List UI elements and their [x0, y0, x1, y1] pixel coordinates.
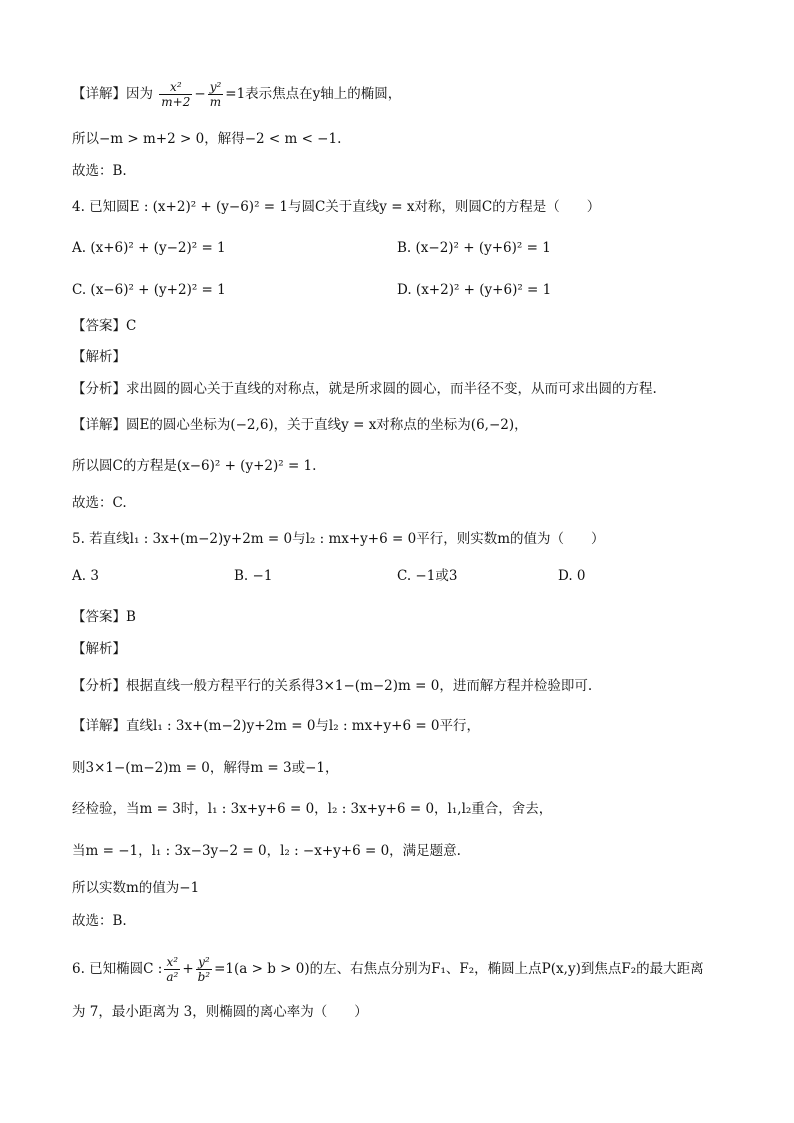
q5-option-c: C. −1或3 — [397, 568, 458, 584]
q4-fenxi: 【分析】求出圆的圆心关于直线的对称点，就是所求圆的圆心，而半径不变，从而可求出圆的方程. — [72, 381, 657, 397]
q4-answer: 【答案】C — [72, 318, 137, 334]
q5-option-d: D. 0 — [558, 568, 586, 584]
q6-stem-text-end: =1(a > b > 0)的左、右焦点分别为F₁、F₂，椭圆上点P(x,y)到焦点F₂的最大距离 — [214, 961, 704, 977]
q4-analysis-heading: 【解析】 — [72, 349, 126, 365]
detail-text: 因为 — [126, 86, 153, 102]
fraction-x2-over-a2: $\frac{\text{x²}}{\text{a²}}$ — [166, 955, 179, 984]
q4-equation-line: 所以圆C的方程是(x−6)² + (y+2)² = 1. — [72, 458, 317, 474]
q5-fenxi: 【分析】根据直线一般方程平行的关系得3×1−(m−2)m = 0，进而解方程并检验即可. — [72, 678, 593, 694]
fraction-y2-over-b2: $\frac{\text{y²}}{\text{b²}}$ — [197, 955, 211, 984]
q5-analysis-heading: 【解析】 — [72, 641, 126, 657]
q6-stem-text: 6. 已知椭圆C : — [72, 961, 163, 977]
q4-xiangjie: 【详解】圆E的圆心坐标为(−2,6)，关于直线y = x对称点的坐标为(6,−2)， — [72, 417, 528, 433]
q5-xiangjie: 【详解】直线l₁ : 3x+(m−2)y+2m = 0与l₂ : mx+y+6 = 0平行， — [72, 718, 481, 734]
q5-option-a: A. 3 — [72, 568, 99, 584]
q6-stem-line-2: 为 7，最小距离为 3，则椭圆的离心率为（ ） — [72, 1004, 368, 1020]
q3-detail-line: 【详解】因为 $\frac{\text{x²}}{m+2}$ − $\frac{\text{y²}}{m}$ =1表示焦点在y轴上的椭圆， — [72, 80, 402, 109]
q4-option-a: A. (x+6)² + (y−2)² = 1 — [72, 240, 226, 256]
q6-stem-line-1: 6. 已知椭圆C : $\frac{\text{x²}}{\text{a²}}$ + $\frac{\text{y²}}{\text{b²}}$ =1(a > b > 0)的左、右焦点分别为F₁、F₂，椭圆上点P(x,y)到焦点F₂的最大距离 — [72, 955, 704, 984]
q5-detail-line-2: 经检验，当m = 3时，l₁ : 3x+y+6 = 0，l₂ : 3x+y+6 = 0，l₁,l₂重合，舍去， — [72, 801, 553, 817]
detail-tag: 【详解】 — [72, 86, 126, 102]
q5-detail-line-1: 则3×1−(m−2)m = 0，解得m = 3或−1， — [72, 760, 339, 776]
fraction-y2-over-m: $\frac{\text{y²}}{m}$ — [209, 80, 222, 109]
q4-choose-line: 故选：C. — [72, 495, 127, 511]
q4-stem: 4. 已知圆E : (x+2)² + (y−6)² = 1与圆C关于直线y = x对称，则圆C的方程是（ ） — [72, 199, 601, 215]
q5-choose-line: 故选：B. — [72, 913, 127, 929]
fraction-x2-over-m-plus-2: $\frac{\text{x²}}{m+2}$ — [161, 80, 191, 109]
q4-option-c: C. (x−6)² + (y+2)² = 1 — [72, 282, 226, 298]
q4-option-d: D. (x+2)² + (y+6)² = 1 — [397, 282, 552, 298]
q3-detail-line-2: 所以−m > m+2 > 0，解得−2 < m < −1. — [72, 131, 342, 147]
q5-option-b: B. −1 — [234, 568, 273, 584]
q3-choose-line: 故选：B. — [72, 163, 127, 179]
detail-text-end: =1表示焦点在y轴上的椭圆， — [225, 86, 402, 102]
q5-detail-line-4: 所以实数m的值为−1 — [72, 880, 200, 896]
q5-answer: 【答案】B — [72, 609, 136, 625]
q4-option-b: B. (x−2)² + (y+6)² = 1 — [397, 240, 551, 256]
q5-detail-line-3: 当m = −1，l₁ : 3x−3y−2 = 0，l₂ : −x+y+6 = 0，满足题意. — [72, 843, 461, 859]
q5-stem: 5. 若直线l₁ : 3x+(m−2)y+2m = 0与l₂ : mx+y+6 = 0平行，则实数m的值为（ ） — [72, 531, 605, 547]
